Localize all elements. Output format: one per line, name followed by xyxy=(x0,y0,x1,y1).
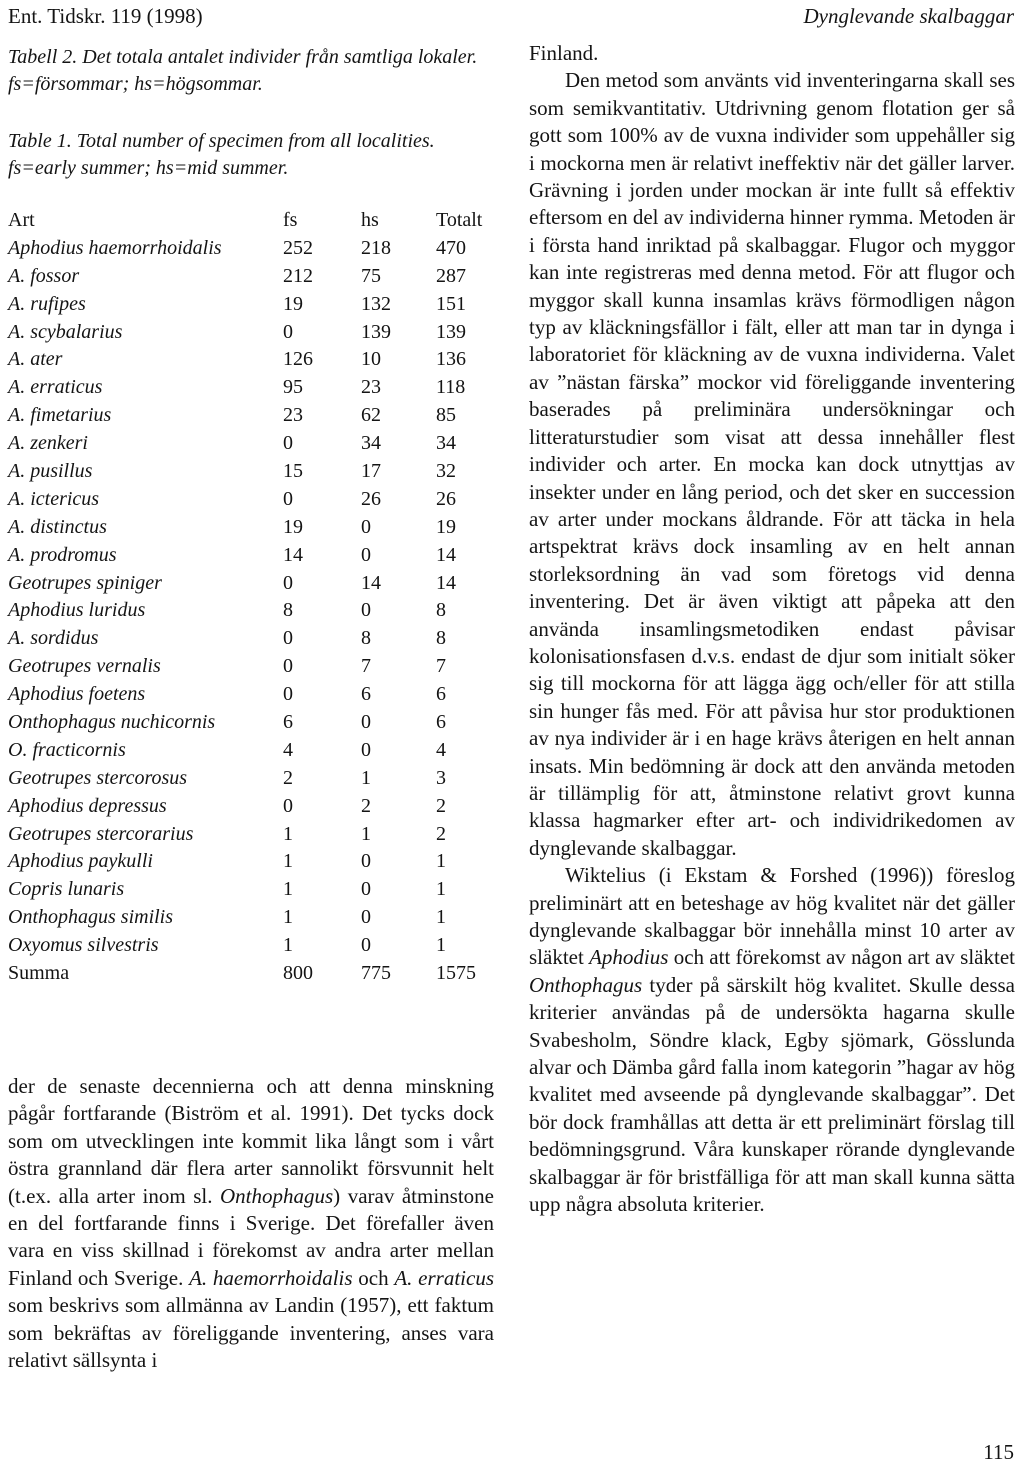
fs-count: 212 xyxy=(283,264,313,287)
fs-count: 1 xyxy=(283,878,293,901)
hs-count: 62 xyxy=(361,404,381,427)
total-count: 2 xyxy=(436,794,446,817)
fs-count: 15 xyxy=(283,460,303,483)
fs-count: 0 xyxy=(283,794,293,817)
hs-count: 14 xyxy=(361,571,381,594)
right-column xyxy=(529,40,1015,1218)
hs-count: 0 xyxy=(361,543,371,566)
total-count: 8 xyxy=(436,599,446,622)
species-name: A. rufipes xyxy=(8,292,86,315)
journal-citation: Ent. Tidskr. 119 (1998) xyxy=(8,4,203,28)
fs-count: 0 xyxy=(283,683,293,706)
fs-count: 0 xyxy=(283,571,293,594)
fs-count: 19 xyxy=(283,292,303,315)
paragraph-wiktelius xyxy=(529,862,1015,1218)
fs-count: 14 xyxy=(283,543,303,566)
fs-count: 0 xyxy=(283,655,293,678)
table-caption-english: Table 1. Total number of specimen from all localities. fs=early summer; hs=mid summer. xyxy=(8,130,435,179)
hs-count: 1 xyxy=(361,822,371,845)
fs-count: 1 xyxy=(283,822,293,845)
total-count: 26 xyxy=(436,487,456,510)
total-count: 2 xyxy=(436,822,446,845)
text-run: och att förekomst av någon art av släktet xyxy=(668,945,1015,970)
header-art: Art xyxy=(8,209,35,231)
header-fs: fs xyxy=(283,209,298,231)
text-run: ) varav åtminstone en del fortfarande finns i Sverige. Det förefaller även vara en viss skillnad i förekomst av andra arter mellan Finland och Sverige. xyxy=(8,1183,495,1290)
text-run: der de senaste decennierna och att denna minskning pågår fortfarande (Biström et al. 1991). Det tycks dock som om utvecklingen inte kommit lika långt som i vårt östra grannland där flera arter sannolikt försvunnit helt (t.ex. alla arter inom sl. xyxy=(8,1074,494,1208)
species-name: A. pusillus xyxy=(8,460,93,483)
hs-count: 218 xyxy=(361,236,391,259)
text-run: Wiktelius (i Ekstam & Forshed (1996)) föreslog preliminärt att en beteshage av hög kvalitet när det gäller dynglevande skalbaggar bör innehålla minst 10 arter av släktet xyxy=(529,863,1015,970)
sum-label: Summa xyxy=(8,962,70,985)
hs-count: 0 xyxy=(361,738,371,761)
left-column-paragraph xyxy=(8,1073,494,1374)
total-count: 85 xyxy=(436,404,456,427)
sum-hs: 775 xyxy=(361,962,391,985)
species-name: A. zenkeri xyxy=(8,432,88,455)
fs-count: 0 xyxy=(283,487,293,510)
total-count: 287 xyxy=(436,264,466,287)
total-count: 470 xyxy=(436,236,466,259)
fs-count: 19 xyxy=(283,515,303,538)
running-title: Dynglevande skalbaggar xyxy=(803,4,1014,28)
total-count: 3 xyxy=(436,766,446,789)
species-name: A. fossor xyxy=(8,264,80,287)
fs-count: 252 xyxy=(283,236,313,259)
species-name: A. ater xyxy=(8,348,63,371)
hs-count: 0 xyxy=(361,599,371,622)
fs-count: 0 xyxy=(283,320,293,343)
hs-count: 132 xyxy=(361,292,391,315)
fs-count: 126 xyxy=(283,348,313,371)
hs-count: 0 xyxy=(361,850,371,873)
species-name: O. fracticornis xyxy=(8,738,126,761)
hs-count: 34 xyxy=(361,432,381,455)
species-name: Onthophagus nuchicornis xyxy=(8,711,216,734)
genus-name: Onthophagus xyxy=(219,1183,334,1208)
species-name: Geotrupes vernalis xyxy=(8,655,161,678)
hs-count: 8 xyxy=(361,627,371,650)
total-count: 14 xyxy=(436,543,456,566)
hs-count: 17 xyxy=(361,460,381,483)
species-name: Aphodius depressus xyxy=(8,794,167,817)
header-total: Totalt xyxy=(436,209,483,231)
paragraph-finland: Finland. xyxy=(529,41,599,65)
page-number: 115 xyxy=(983,1440,1014,1464)
hs-count: 0 xyxy=(361,934,371,957)
paragraph-method: Den metod som använts vid inventeringarna skall ses som semikvantitativ. Utdrivning genom flotation ger så gott som 100% av de vuxna individer som uppehåller sig i mockorna men är relativt ineffektiv när det gäller larver. Grävning i jorden under mockan är inte fullt så effektiv eftersom en del av individerna hinner rymma. Metoden är i första hand inriktad på skalbaggar. Flugor och myggor kan inte registreras med denna metod. För att flugor och myggor skall kunna insamlas krävs förmodligen någon typ av kläckningsfällor i fält, eller att man tar in dynga i laboratoriet för kläckning av de vuxna individerna. Valet av ”nästan färska” mockor vid föreliggande inventering baserades på preliminära undersökningar och litteraturstudier som visat att dessa innehåller flest individer och arter. En mocka kan dock utnyttjas av insekter under en lång period, och det sker en succession av arter under mockans åldrande. För att täcka in hela artspektrat krävs dock insamling av en helt annan storleksordning än vad som företogs vid denna inventering. Det är även viktigt att påpeka att den använda insamlingsmetodiken endast påvisar kolonisationsfasen d.v.s. endast de djur som initialt söker sig till mockorna för att lägga ägg och/eller för att stilla sin hunger fås med. För att påvisa hur stor produktionen av nya individer är i en hage krävs återigen en helt annan insats. Min bedömning är dock att den använda metoden är tillämplig för att, åtminstone relativt grovt kunna klassa hagmarker efter art- och individrikedomen av dynglevande skalbaggar. xyxy=(529,68,1015,860)
text-run: som beskrivs som allmänna av Landin (1957), ett faktum som bekräftas av föreliggande inventering, anses vara relativt sällsynta i xyxy=(8,1293,494,1373)
hs-count: 6 xyxy=(361,683,371,706)
total-count: 34 xyxy=(436,432,456,455)
fs-count: 8 xyxy=(283,599,293,622)
species-name: Aphodius haemorrhoidalis xyxy=(8,236,222,259)
hs-count: 0 xyxy=(361,515,371,538)
total-count: 139 xyxy=(436,320,466,343)
hs-count: 26 xyxy=(361,487,381,510)
fs-count: 1 xyxy=(283,934,293,957)
total-count: 1 xyxy=(436,934,446,957)
species-name: A. ictericus xyxy=(8,487,100,510)
total-count: 6 xyxy=(436,683,446,706)
species-name: A. scybalarius xyxy=(8,320,123,343)
hs-count: 1 xyxy=(361,766,371,789)
fs-count: 95 xyxy=(283,376,303,399)
species-name: Aphodius paykulli xyxy=(8,850,153,873)
hs-count: 75 xyxy=(361,264,381,287)
header-hs: hs xyxy=(361,209,379,231)
species-name: Geotrupes stercorosus xyxy=(8,766,188,789)
fs-count: 0 xyxy=(283,432,293,455)
species-name: Oxyomus silvestris xyxy=(8,934,159,957)
species-name: A. erraticus xyxy=(394,1265,495,1290)
genus-name: Onthophagus xyxy=(529,972,643,997)
table-caption-swedish: Tabell 2. Det totala antalet individer från samtliga lokaler. fs=försommar; hs=högsommar. xyxy=(8,46,478,95)
total-count: 8 xyxy=(436,627,446,650)
species-name: A. erraticus xyxy=(8,376,103,399)
species-name: Geotrupes spiniger xyxy=(8,571,162,594)
total-count: 4 xyxy=(436,738,446,761)
total-count: 151 xyxy=(436,292,466,315)
total-count: 1 xyxy=(436,906,446,929)
species-name: Aphodius luridus xyxy=(8,599,146,622)
species-name: A. distinctus xyxy=(8,515,107,538)
fs-count: 2 xyxy=(283,766,293,789)
species-name: Aphodius foetens xyxy=(8,683,146,706)
fs-count: 4 xyxy=(283,738,293,761)
hs-count: 0 xyxy=(361,878,371,901)
fs-count: 6 xyxy=(283,711,293,734)
total-count: 7 xyxy=(436,655,446,678)
hs-count: 2 xyxy=(361,794,371,817)
species-name: A. prodromus xyxy=(8,543,117,566)
species-name: Geotrupes stercorarius xyxy=(8,822,194,845)
hs-count: 139 xyxy=(361,320,391,343)
hs-count: 0 xyxy=(361,711,371,734)
species-name: Copris lunaris xyxy=(8,878,125,901)
hs-count: 7 xyxy=(361,655,371,678)
text-run: och xyxy=(352,1265,395,1290)
total-count: 1 xyxy=(436,878,446,901)
total-count: 6 xyxy=(436,711,446,734)
species-name: A. fimetarius xyxy=(8,404,112,427)
sum-total: 1575 xyxy=(436,962,476,985)
hs-count: 0 xyxy=(361,906,371,929)
total-count: 1 xyxy=(436,850,446,873)
fs-count: 0 xyxy=(283,627,293,650)
species-name: A. haemorrhoidalis xyxy=(189,1265,353,1290)
genus-name: Aphodius xyxy=(589,945,669,970)
total-count: 19 xyxy=(436,515,456,538)
total-count: 136 xyxy=(436,348,466,371)
total-count: 14 xyxy=(436,571,456,594)
hs-count: 10 xyxy=(361,348,381,371)
fs-count: 1 xyxy=(283,850,293,873)
total-count: 32 xyxy=(436,460,456,483)
text-run: tyder på särskilt hög kvalitet. Skulle dessa kriterier användas på de undersökta hagarna skulle Svabesholm, Söndre klack, Egby sjömark, Gösslunda alvar och Dämba gård falla inom kategorin ”hagar av hög kvalitet med avseende på dynglevande skalbaggar”. Det bör dock framhållas att detta är ett preliminärt förslag till bedömningsgrund. Våra kunskaper rörande dynglevande skalbaggar är för bristfälliga för att man skall kunna sätta upp några absoluta kriterier. xyxy=(529,972,1015,1217)
fs-count: 1 xyxy=(283,906,293,929)
hs-count: 23 xyxy=(361,376,381,399)
sum-fs: 800 xyxy=(283,962,313,985)
total-count: 118 xyxy=(436,376,466,399)
fs-count: 23 xyxy=(283,404,303,427)
species-name: A. sordidus xyxy=(8,627,99,650)
species-name: Onthophagus similis xyxy=(8,906,174,929)
